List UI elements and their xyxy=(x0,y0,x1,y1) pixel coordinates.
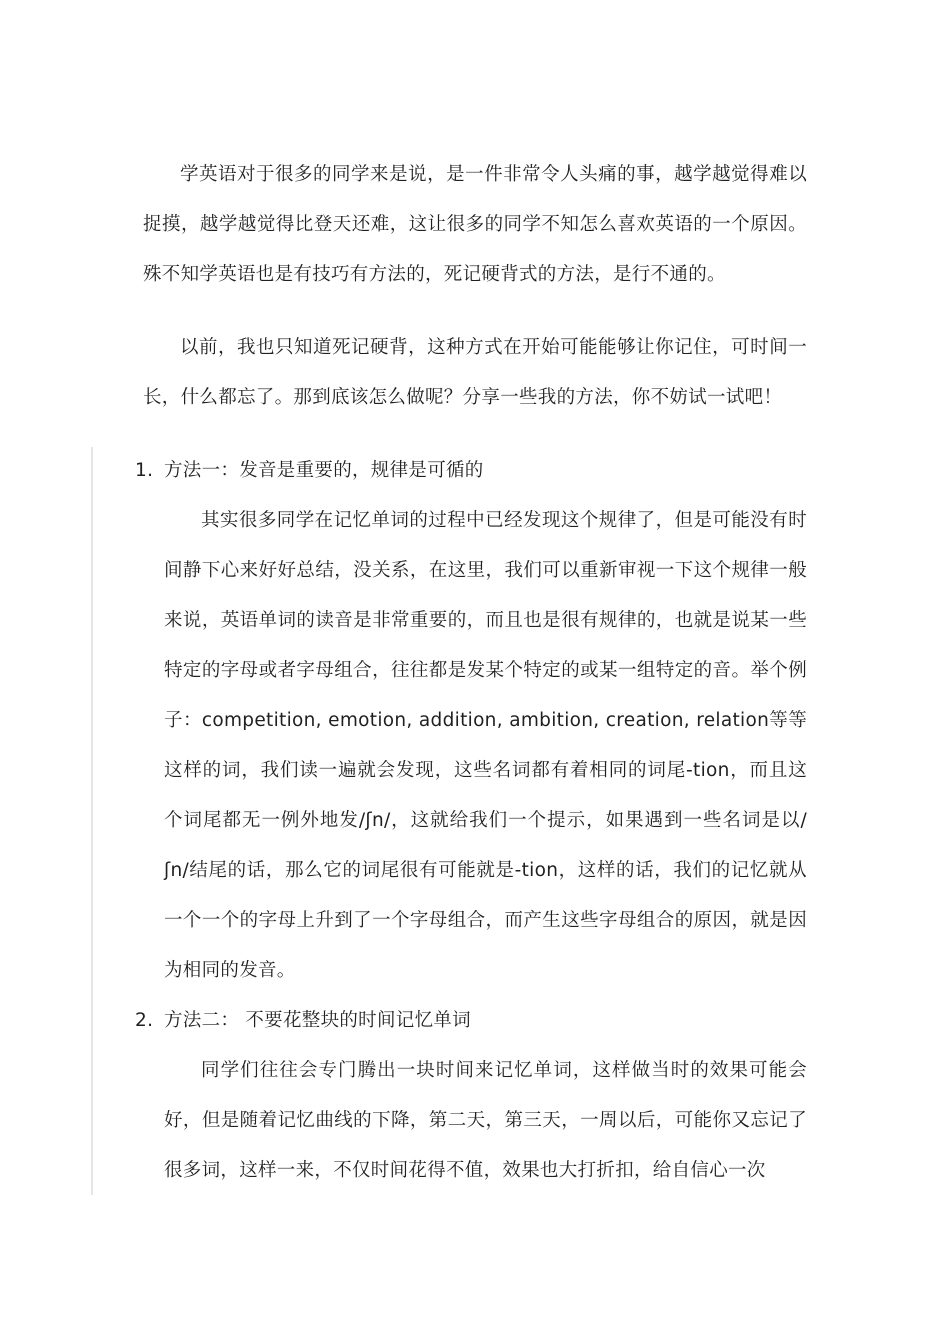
methods-list xyxy=(135,446,807,1196)
method-title: 方法一：发音是重要的，规律是可循的 xyxy=(164,460,484,481)
method-heading xyxy=(135,996,807,1046)
method-item-1 xyxy=(135,446,807,996)
blockquote-bar xyxy=(91,447,93,1195)
method-body: 其实很多同学在记忆单词的过程中已经发现这个规律了，但是可能没有时间静下心来好好总结，没关系，在这里，我们可以重新审视一下这个规律一般来说，英语单词的读音是非常重要的，而且也是很有规律的，也就是说某一些特定的字母或者字母组合，往往都是发某个特定的或某一组特定的音。举个例子：competition, emotion, addition, ambition, creation, relation等等这样的词，我们读一遍就会发现，这些名词都有着相同的词尾-tion，而且这个词尾都无一例外地发/ʃn/，这就给我们一个提示，如果遇到一些名词是以/ʃn/结尾的话，那么它的词尾很有可能就是-tion，这样的话，我们的记忆就从一个一个的字母上升到了一个字母组合，而产生这些字母组合的原因，就是因为相同的发音。 xyxy=(164,510,807,981)
method-number: 1. xyxy=(135,460,154,481)
method-heading xyxy=(135,446,807,496)
intro-paragraph-1: 学英语对于很多的同学来是说，是一件非常令人头痛的事，越学越觉得难以捉摸，越学越觉得比登天还难，这让很多的同学不知怎么喜欢英语的一个原因。殊不知学英语也是有技巧有方法的，死记硬背式的方法，是行不通的。 xyxy=(143,164,807,285)
intro-paragraph-2: 以前，我也只知道死记硬背，这种方式在开始可能能够让你记住，可时间一长，什么都忘了。那到底该怎么做呢？分享一些我的方法，你不妨试一试吧！ xyxy=(143,337,807,408)
method-title: 方法二： 不要花整块的时间记忆单词 xyxy=(164,1010,471,1031)
method-item-2 xyxy=(135,996,807,1196)
method-body: 同学们往往会专门腾出一块时间来记忆单词，这样做当时的效果可能会好，但是随着记忆曲线的下降，第二天，第三天，一周以后，可能你又忘记了很多词，这样一来，不仅时间花得不值，效果也大打折扣，给自信心一次 xyxy=(164,1060,807,1181)
method-number: 2. xyxy=(135,1010,154,1031)
